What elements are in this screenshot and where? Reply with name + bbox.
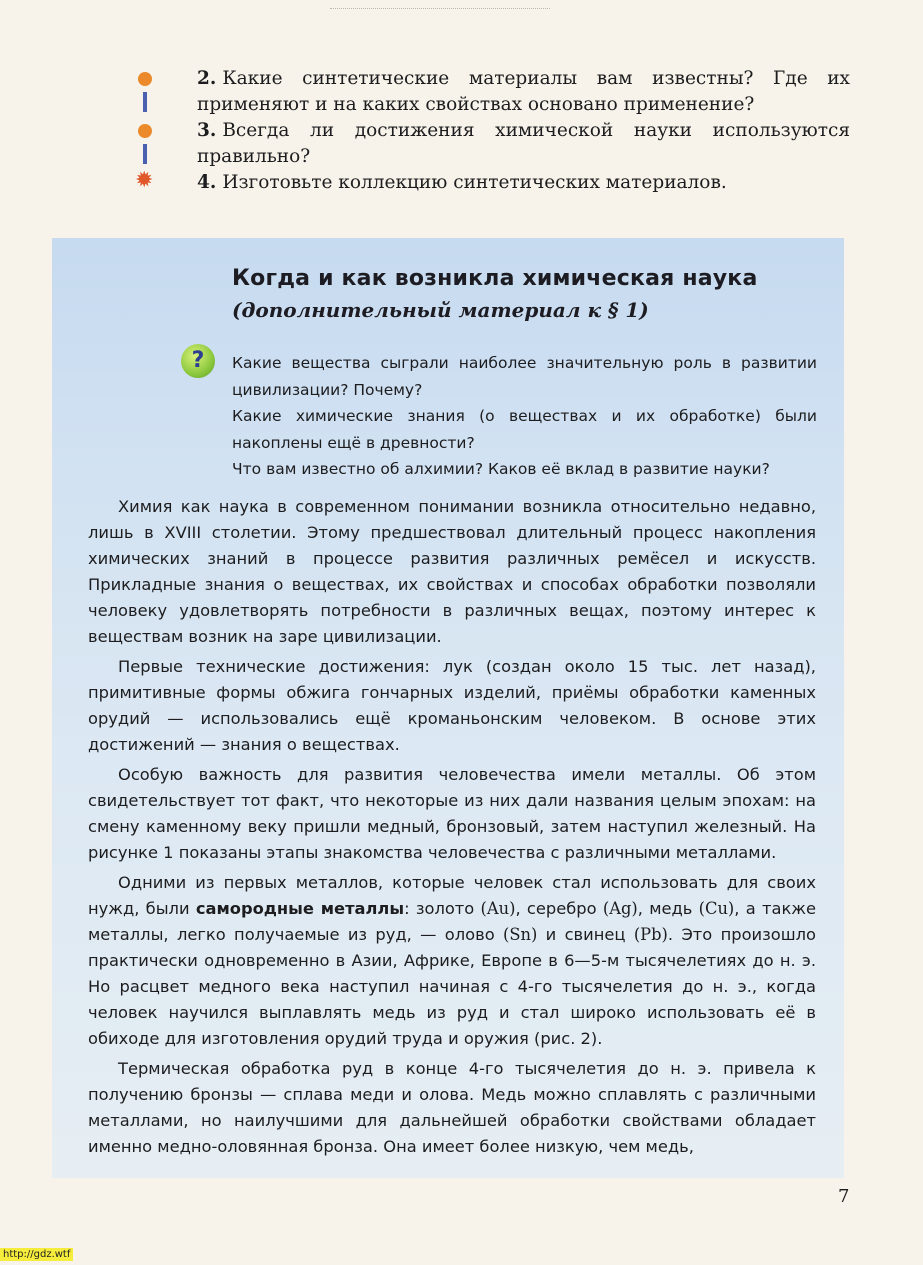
box-title: Когда и как возникла химическая наука <box>232 266 758 291</box>
paragraph: Одними из первых металлов, которые человек стал использовать для своих нужд, были самородные металлы: золото (Au), серебро (Ag), медь (Cu), а также металлы, легко получаемые из руд, — олово (Sn) и свинец (Pb). Это произошло практически одновременно в Азии, Африке, Европе в 6—5-м тысячелетиях до н. э. Но расцвет медного века наступил начиная с 4-го тысячелетия до н. э., когда человек научился выплавлять медь из руд и стал широко использовать её в обиходе для изготовления орудий труда и оружия (рис. 2). <box>88 873 817 1048</box>
top-divider <box>330 8 550 11</box>
intro-question: Что вам известно об алхимии? Каков её вклад в развитие науки? <box>232 460 770 478</box>
question-3: 3. Всегда ли достижения химической науки используются правильно? <box>135 118 850 170</box>
article-body <box>88 494 816 1164</box>
intro-questions <box>232 350 817 483</box>
paragraph: Первые технические достижения: лук (создан около 15 тыс. лет назад), примитивные формы обжига гончарных изделий, приёмы обработки каменных орудий — использовались ещё кроманьонским человеком. В основе этих достижений — знания о веществах. <box>88 657 816 754</box>
paragraph: Химия как наука в современном понимании возникла относительно недавно, лишь в XVIII столетии. Этому предшествовал длительный процесс накопления химических знаний в процессе развития различных ремёсел и искусств. Прикладные знания о веществах, их свойствах и способах обработки позволяли человеку удовлетворять потребности в различных вещах, поэтому интерес к веществам возник на заре цивилизации. <box>88 497 816 646</box>
question-4: ✹ 4. Изготовьте коллекцию синтетических материалов. <box>135 168 727 193</box>
paragraph: Термическая обработка руд в конце 4-го тысячелетия до н. э. привела к получению бронзы — сплава меди и олова. Медь можно сплавлять с различными металлами, но наилучшими для дальнейшей обработки свойствами обладает именно медно-оловянная бронза. Она имеет более низкую, чем медь, <box>88 1059 816 1156</box>
intro-question: Какие вещества сыграли наиболее значительную роль в развитии цивилизации? Почему? <box>232 354 817 399</box>
box-subtitle: (дополнительный материал к § 1) <box>232 298 649 322</box>
bold-term: самородные металлы <box>195 899 405 918</box>
watermark-link[interactable]: http://gdz.wtf <box>0 1248 73 1261</box>
questions-list <box>135 66 850 196</box>
paragraph: Особую важность для развития человечества имели металлы. Об этом свидетельствует тот факт, что некоторые из них дали названия целым эпохам: на смену каменному веку пришли медный, бронзовый, затем наступил железный. На рисунке 1 показаны этапы знакомства человечества с различными металлами. <box>88 765 816 862</box>
orange-dot-icon <box>138 72 152 86</box>
question-2: 2. Какие синтетические материалы вам известны? Где их применяют и на каких свойствах основано применение? <box>135 66 850 118</box>
blue-bar-icon <box>143 144 147 164</box>
intro-question: Какие химические знания (о веществах и их обработке) были накоплены ещё в древности? <box>232 407 817 452</box>
blue-bar-icon <box>143 92 147 112</box>
star-icon: ✹ <box>135 168 154 193</box>
orange-dot-icon <box>138 124 152 138</box>
page-number: 7 <box>838 1186 850 1207</box>
question-icon: ? <box>181 344 215 378</box>
